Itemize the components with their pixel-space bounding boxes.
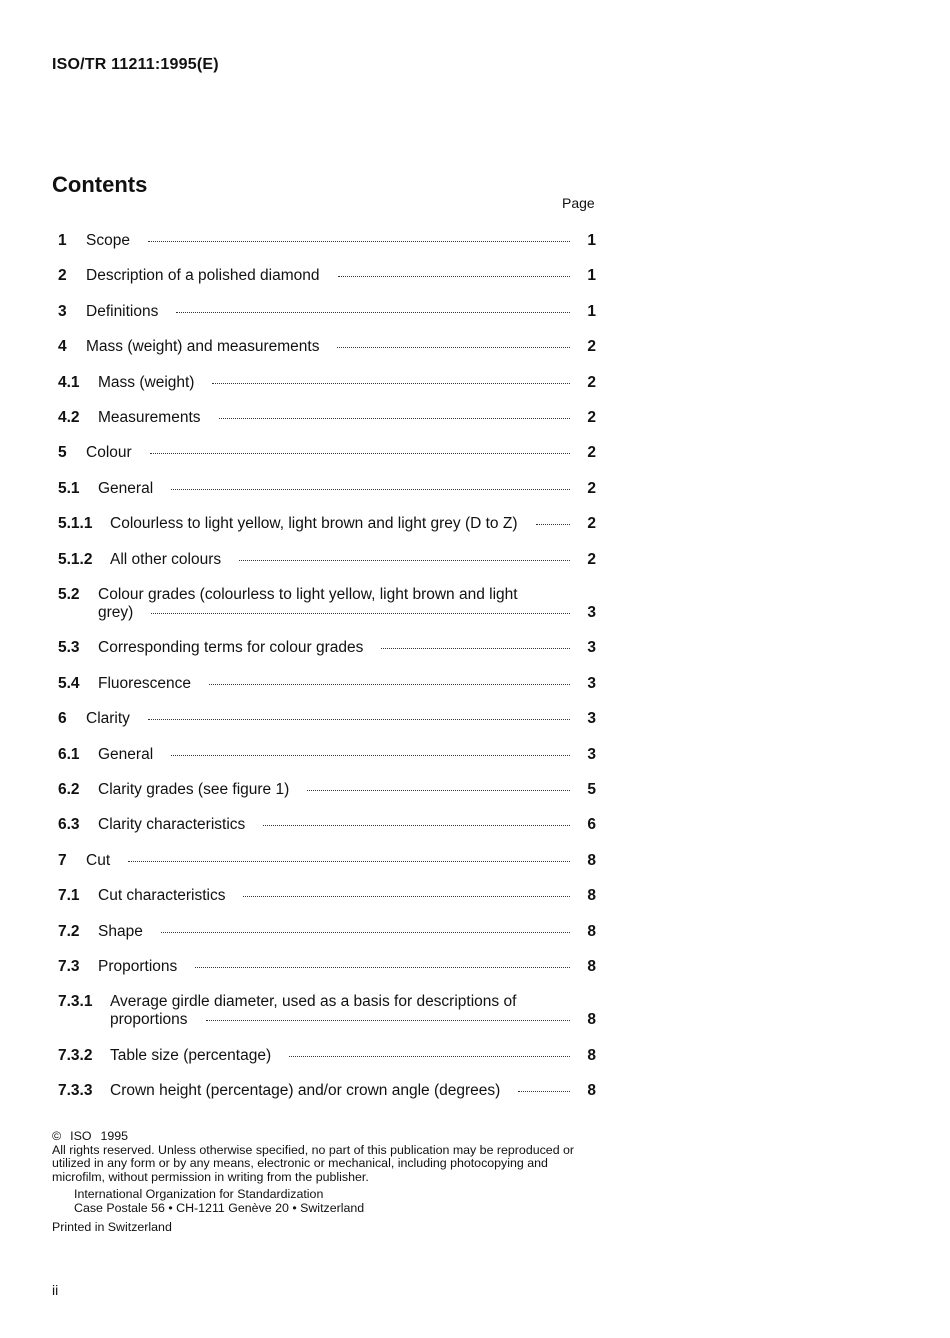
toc-entry-page: 8: [587, 1046, 596, 1064]
dot-leader: [212, 382, 570, 384]
toc-entry-title: Clarity: [86, 710, 130, 728]
toc-entry-title: All other colours: [110, 550, 222, 568]
toc-entry-page: 8: [587, 1011, 596, 1029]
toc-entry: [56, 989, 596, 1043]
toc-entry-line: [98, 958, 596, 976]
toc-entry-title-line: Average girdle diameter, used as a basis for descriptions of: [110, 993, 517, 1011]
toc-entry-number: 7: [58, 851, 67, 869]
toc-entry-title: General: [98, 479, 154, 497]
toc-entry-number: 6.1: [58, 745, 80, 763]
toc-entry-number: 7.3.1: [58, 993, 93, 1011]
toc-entry-line: [98, 923, 596, 941]
toc-entry-line: [98, 887, 596, 905]
toc-entry-page: 1: [587, 232, 596, 249]
toc-entry-line: [86, 232, 596, 250]
dot-leader: [171, 754, 570, 756]
toc-entry-page: 2: [587, 479, 596, 497]
toc-entry-title: Measurements: [98, 408, 201, 426]
rights-statement: All rights reserved. Unless otherwise specified, no part of this publication may be reproduced or utilized in any form or by any means, electronic or mechanical, including photocopying and microfilm, without permission in writing from the publisher.: [52, 1142, 575, 1184]
toc-entry: [56, 883, 596, 918]
toc-entry-line: [98, 409, 596, 427]
dot-leader: [161, 931, 570, 933]
toc-entry-title: Colourless to light yellow, light brown and light grey (D to Z): [110, 515, 518, 533]
toc-entry-number: 1: [58, 232, 67, 249]
toc-entry-number: 5.2: [58, 585, 80, 603]
document-id: ISO/TR 11211:1995(E): [52, 56, 219, 73]
copyright-symbol: ©: [52, 1129, 62, 1143]
toc-entry-line: [98, 781, 596, 799]
dot-leader: [171, 488, 570, 490]
toc-entry-page: 8: [587, 851, 596, 869]
toc-entry-page: 8: [587, 922, 596, 940]
toc-entry-page: 6: [587, 816, 596, 834]
dot-leader: [239, 559, 570, 561]
toc-entry-title: Mass (weight) and measurements: [86, 338, 320, 356]
toc-entry-number: 5: [58, 444, 67, 462]
toc-entry: [56, 954, 596, 989]
toc-entry-line: [86, 338, 596, 356]
toc-entry-page: 3: [587, 745, 596, 763]
toc-entry-line: [110, 1082, 596, 1100]
toc-entry-line: [98, 675, 596, 693]
dot-leader: [148, 718, 570, 720]
toc-entry-title: Mass (weight): [98, 373, 195, 391]
toc-entry-number: 5.3: [58, 639, 80, 657]
toc-entry-number: 7.2: [58, 922, 80, 940]
toc-entry-page: 1: [587, 267, 596, 285]
toc-entry: [56, 263, 596, 298]
toc-entry: [56, 228, 596, 263]
toc-entry-page: 1: [587, 302, 596, 320]
toc-entry: [56, 812, 596, 847]
toc-entry-page: 2: [587, 444, 596, 462]
toc-entry-title: Clarity grades (see figure 1): [98, 780, 290, 798]
toc-entry: [56, 848, 596, 883]
dot-leader: [128, 860, 570, 862]
toc-entry-page: 2: [587, 373, 596, 391]
toc-entry-title: Clarity characteristics: [98, 816, 246, 834]
dot-leader: [536, 523, 571, 525]
toc-entry-number: 3: [58, 302, 67, 320]
toc-entry-page: 3: [587, 603, 596, 621]
toc-entry-title: Cut: [86, 851, 111, 869]
toc-entry-number: 6.2: [58, 780, 80, 798]
toc-entry-number: 7.3: [58, 957, 80, 975]
toc-entry-line: [98, 480, 596, 498]
toc-entry-page: 8: [587, 1082, 596, 1100]
toc-entry-number: 6.3: [58, 816, 80, 834]
toc-entry: [56, 1078, 596, 1113]
toc-entry-line: [98, 604, 596, 622]
toc-entry: [56, 777, 596, 812]
toc-entry-page: 3: [587, 639, 596, 657]
toc-entry: [56, 1043, 596, 1078]
toc-entry-title: Definitions: [86, 302, 159, 320]
toc-entry-number: 7.3.2: [58, 1046, 93, 1064]
toc-entry: [56, 299, 596, 334]
toc-entry-number: 4.2: [58, 408, 80, 426]
toc-entry-line: [110, 1047, 596, 1065]
toc-entry-line: [86, 852, 596, 870]
toc-entry: [56, 405, 596, 440]
dot-leader: [518, 1090, 570, 1092]
toc-entry-line: [110, 515, 596, 533]
page-title: Contents: [52, 172, 148, 197]
toc-entry-line: [98, 746, 596, 764]
toc-entry-title: General: [98, 745, 154, 763]
toc-entry-page: 2: [587, 515, 596, 533]
dot-leader: [289, 1055, 570, 1057]
toc-entry: [56, 706, 596, 741]
dot-leader: [243, 895, 570, 897]
toc-entry-title: Corresponding terms for colour grades: [98, 639, 364, 657]
toc-entry-title: Description of a polished diamond: [86, 267, 320, 285]
dot-leader: [337, 346, 570, 348]
printed-in: Printed in Switzerland: [52, 1219, 172, 1234]
organization-address: Case Postale 56 • CH-1211 Genève 20 • Switzerland: [74, 1200, 365, 1215]
copyright-notice: [52, 1130, 598, 1234]
dot-leader: [307, 789, 570, 791]
toc-entry-number: 2: [58, 267, 67, 285]
toc-entry-number: 7.1: [58, 887, 80, 905]
dot-leader: [195, 966, 570, 968]
toc-entry-title: Proportions: [98, 957, 178, 975]
toc-entry-title: Cut characteristics: [98, 887, 226, 905]
toc-entry-page: 2: [587, 550, 596, 568]
toc-entry: [56, 742, 596, 777]
toc-entry-line: [98, 374, 596, 392]
toc-entry-number: 6: [58, 710, 67, 728]
toc-entry-page: 8: [587, 887, 596, 905]
toc-entry-line: [110, 1011, 596, 1029]
table-of-contents: [56, 228, 596, 1114]
dot-leader: [338, 275, 571, 277]
toc-entry: [56, 334, 596, 369]
toc-entry-number: 5.1.2: [58, 550, 93, 568]
dot-leader: [263, 824, 570, 826]
toc-entry: [56, 547, 596, 582]
toc-entry-title: Table size (percentage): [110, 1046, 272, 1064]
toc-entry-number: 7.3.3: [58, 1082, 93, 1100]
toc-entry-page: 2: [587, 338, 596, 356]
toc-entry-title: Crown height (percentage) and/or crown angle (degrees): [110, 1082, 501, 1100]
toc-entry-line: [86, 444, 596, 462]
toc-entry-title: Scope: [86, 232, 130, 249]
toc-entry-line: [86, 267, 596, 285]
toc-entry-number: 5.4: [58, 674, 80, 692]
copyright-line: [52, 1130, 598, 1144]
toc-entry-title-line: Colour grades (colourless to light yellow, light brown and light: [98, 585, 518, 603]
dot-leader: [219, 417, 570, 419]
toc-entry: [56, 440, 596, 475]
page-number: ii: [52, 1282, 59, 1298]
toc-entry: [56, 511, 596, 546]
dot-leader: [150, 452, 570, 454]
dot-leader: [176, 311, 570, 313]
dot-leader: [148, 240, 570, 242]
toc-entry: [56, 476, 596, 511]
toc-entry: [56, 582, 596, 636]
toc-entry-page: 3: [587, 710, 596, 728]
toc-entry-line: [98, 639, 596, 657]
toc-entry-title: grey): [98, 603, 134, 621]
toc-entry: [56, 635, 596, 670]
toc-entry: [56, 370, 596, 405]
toc-entry-title: proportions: [110, 1011, 188, 1029]
copyright-year: 1995: [100, 1129, 129, 1143]
toc-entry-number: 5.1.1: [58, 515, 93, 533]
toc-entry-title: Colour: [86, 444, 132, 462]
toc-entry-number: 4: [58, 338, 67, 356]
toc-entry-line: [86, 303, 596, 321]
dot-leader: [206, 1019, 570, 1021]
toc-entry-number: 4.1: [58, 373, 80, 391]
page-column-label: Page: [562, 195, 595, 211]
toc-entry-page: 3: [587, 674, 596, 692]
toc-entry-title: Shape: [98, 922, 143, 940]
toc-entry-title: Fluorescence: [98, 674, 192, 692]
toc-entry-number: 5.1: [58, 479, 80, 497]
dot-leader: [209, 683, 570, 685]
toc-entry-line: [98, 816, 596, 834]
toc-entry-line: [86, 710, 596, 728]
toc-entry: [56, 919, 596, 954]
toc-entry-page: 8: [587, 957, 596, 975]
dot-leader: [381, 647, 570, 649]
toc-entry-page: 5: [587, 780, 596, 798]
copyright-owner: ISO: [70, 1129, 92, 1143]
toc-entry-line: [110, 551, 596, 569]
organization-name: International Organization for Standardization: [74, 1187, 324, 1202]
dot-leader: [151, 612, 570, 614]
toc-entry-page: 2: [587, 408, 596, 426]
toc-entry: [56, 671, 596, 706]
